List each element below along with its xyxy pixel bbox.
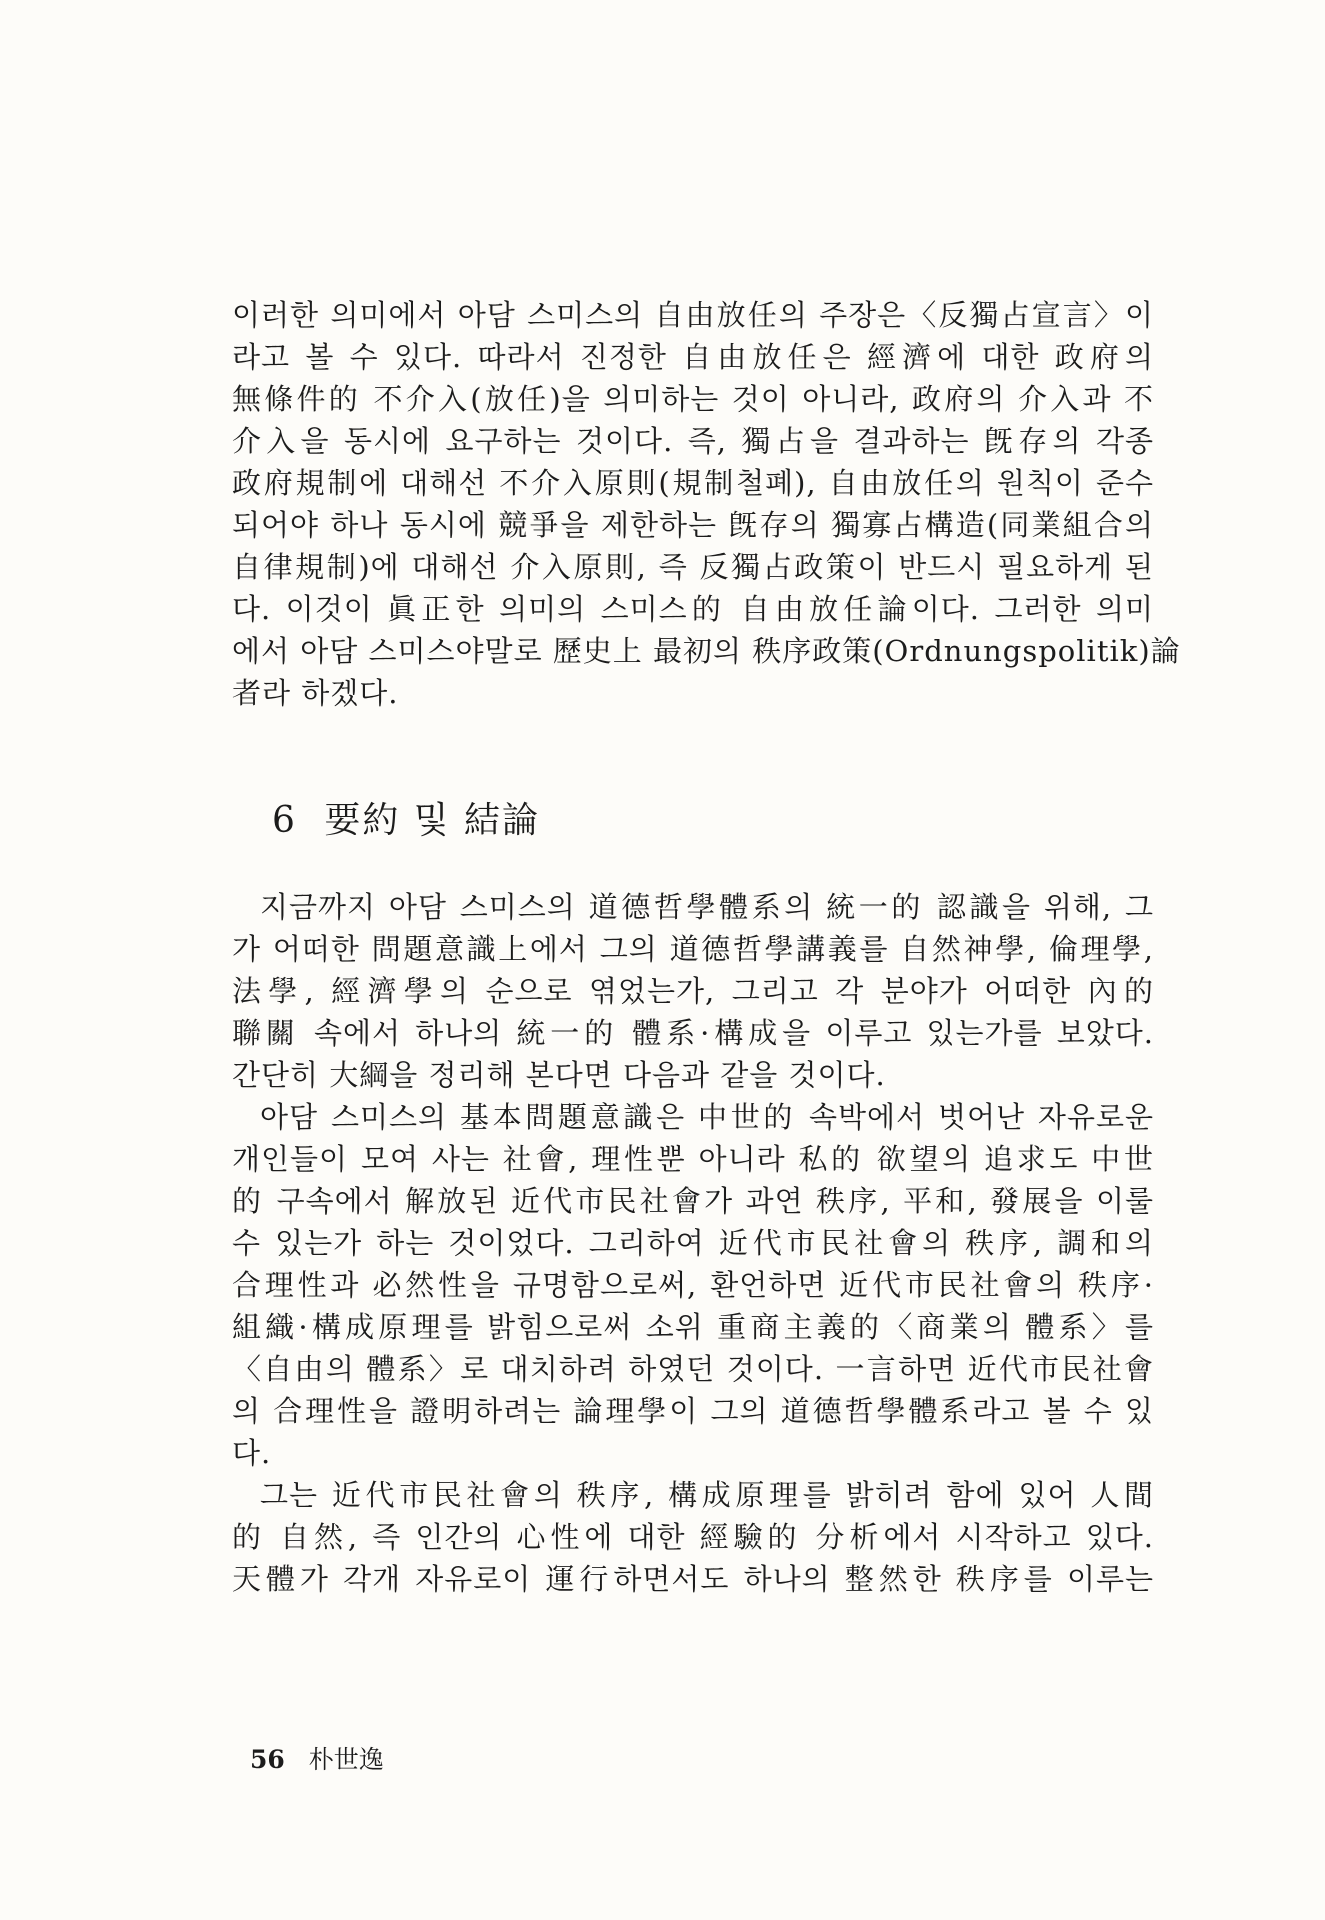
text-line: 다. xyxy=(232,1436,272,1470)
text-line: 지금까지 아담 스미스의 道德哲學體系의 統一的 認識을 위해, 그 xyxy=(260,890,1154,924)
text-line: 에서 아담 스미스야말로 歷史上 最初의 秩序政策(Ordnungspolitik)論 xyxy=(232,634,1181,668)
text-line: 의 合理性을 證明하려는 論理學이 그의 道德哲學體系라고 볼 수 있 xyxy=(232,1394,1154,1428)
text-line: 的 自然, 즉 인간의 心性에 대한 經驗的 分析에서 시작하고 있다. xyxy=(232,1520,1154,1554)
text-line: 가 어떠한 問題意識上에서 그의 道德哲學講義를 自然神學, 倫理學, xyxy=(232,932,1154,966)
text-line: 그는 近代市民社會의 秩序, 構成原理를 밝히려 함에 있어 人間 xyxy=(260,1478,1154,1512)
section-heading xyxy=(272,792,540,843)
text-line: 수 있는가 하는 것이었다. 그리하여 近代市民社會의 秩序, 調和의 xyxy=(232,1226,1154,1260)
text-line: 다. 이것이 眞正한 의미의 스미스的 自由放任論이다. 그러한 의미 xyxy=(232,592,1154,626)
text-line: 的 구속에서 解放된 近代市民社會가 과연 秩序, 平和, 發展을 이룰 xyxy=(232,1184,1154,1218)
text-line: 간단히 大綱을 정리해 본다면 다음과 같을 것이다. xyxy=(232,1058,886,1092)
page-footer xyxy=(250,1740,384,1776)
text-line: 되어야 하나 동시에 競爭을 제한하는 旣存의 獨寡占構造(同業組合의 xyxy=(232,508,1154,542)
text-line: 天體가 각개 자유로이 運行하면서도 하나의 整然한 秩序를 이루는 xyxy=(232,1562,1154,1596)
text-line: 이러한 의미에서 아담 스미스의 自由放任의 주장은〈反獨占宣言〉이 xyxy=(232,298,1154,332)
text-line: 政府規制에 대해선 不介入原則(規制철폐), 自由放任의 원칙이 준수 xyxy=(232,466,1154,500)
text-line: 聯關 속에서 하나의 統一的 體系·構成을 이루고 있는가를 보았다. xyxy=(232,1016,1154,1050)
text-line: 合理性과 必然性을 규명함으로써, 환언하면 近代市民社會의 秩序· xyxy=(232,1268,1154,1302)
section-title: 要約 및 結論 xyxy=(324,800,541,841)
text-line: 自律規制)에 대해선 介入原則, 즉 反獨占政策이 반드시 필요하게 된 xyxy=(232,550,1154,584)
text-line: 介入을 동시에 요구하는 것이다. 즉, 獨占을 결과하는 旣存의 각종 xyxy=(232,424,1154,458)
text-line: 者라 하겠다. xyxy=(232,676,399,710)
section-number: 6 xyxy=(272,800,297,841)
text-line: 無條件的 不介入(放任)을 의미하는 것이 아니라, 政府의 介入과 不 xyxy=(232,382,1154,416)
text-line: 〈自由의 體系〉로 대치하려 하였던 것이다. 一言하면 近代市民社會 xyxy=(232,1352,1154,1386)
text-line: 개인들이 모여 사는 社會, 理性뿐 아니라 私的 欲望의 追求도 中世 xyxy=(232,1142,1154,1176)
text-line: 組織·構成原理를 밝힘으로써 소위 重商主義的〈商業의 體系〉를 xyxy=(232,1310,1154,1344)
author-name: 朴世逸 xyxy=(308,1745,384,1774)
text-line: 라고 볼 수 있다. 따라서 진정한 自由放任은 經濟에 대한 政府의 xyxy=(232,340,1154,374)
text-line: 아담 스미스의 基本問題意識은 中世的 속박에서 벗어난 자유로운 xyxy=(260,1100,1154,1134)
page-number: 56 xyxy=(250,1745,285,1774)
text-line: 法學, 經濟學의 순으로 엮었는가, 그리고 각 분야가 어떠한 內的 xyxy=(232,974,1154,1008)
